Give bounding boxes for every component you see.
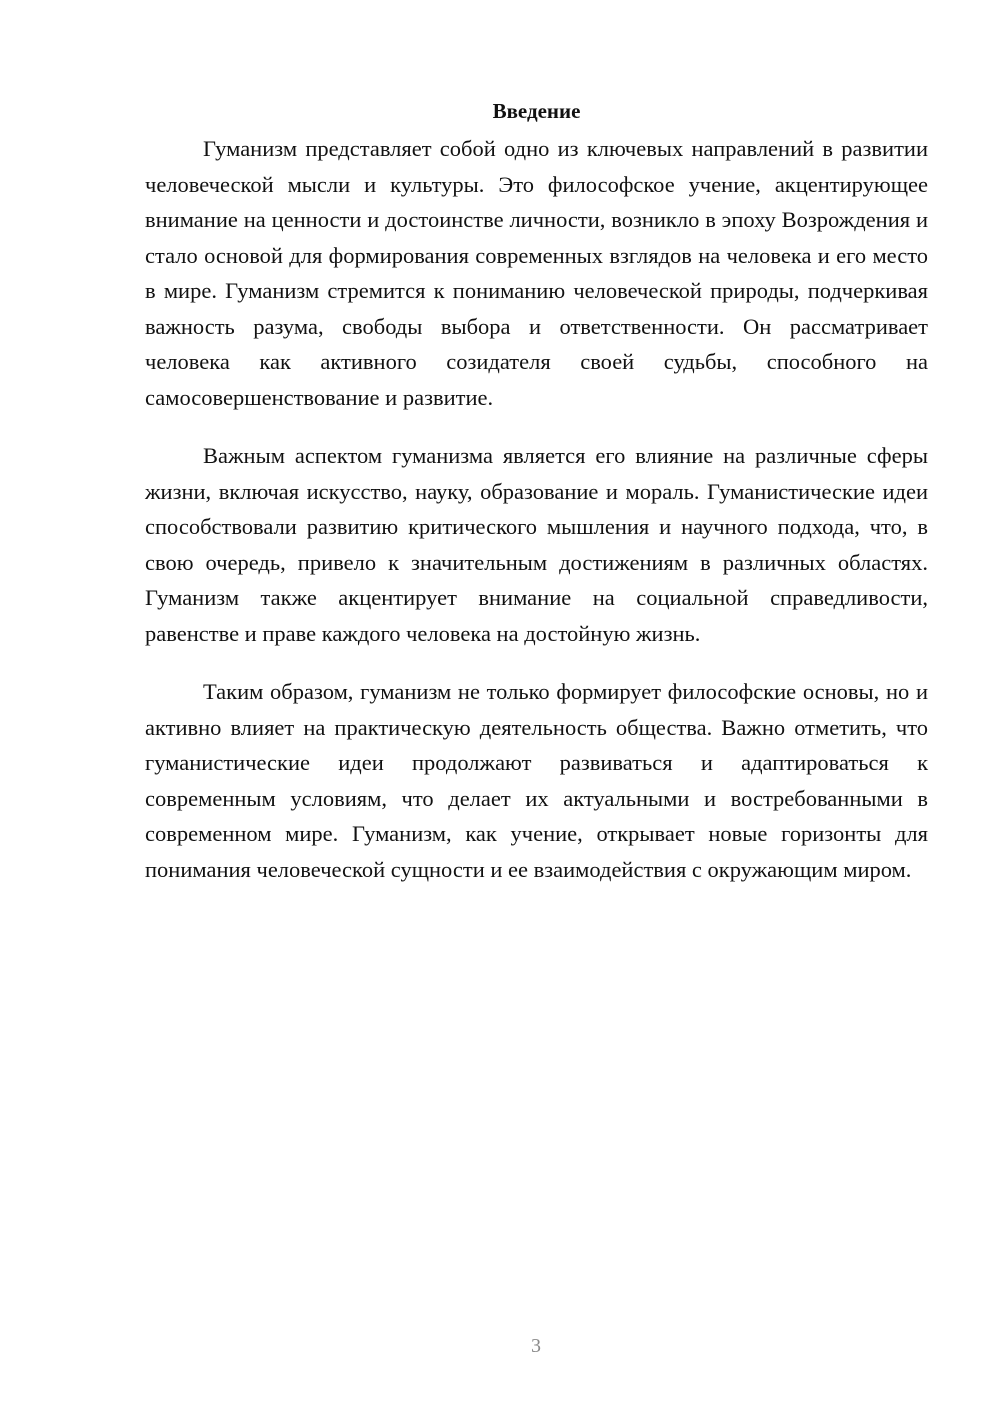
- paragraph-1: Гуманизм представляет собой одно из ключевых направлений в развитии человеческой мысли и культуры. Это философское учение, акцентирующее внимание на ценности и достоинстве личности, возникло в эпоху Возрождения и стало основой для формирования современных взглядов на человека и его место в мире. Гуманизм стремится к пониманию человеческой природы, подчеркивая важность разума, свободы выбора и ответственности. Он рассматривает человека как активного созидателя своей судьбы, способного на самосовершенствование и развитие.: [145, 136, 928, 410]
- page-number: 3: [531, 1335, 541, 1357]
- page-content: [145, 96, 928, 910]
- paragraph-3: Таким образом, гуманизм не только формирует философские основы, но и активно влияет на практическую деятельность общества. Важно отметить, что гуманистические идеи продолжают развиваться и адаптироваться к современным условиям, что делает их актуальными и востребованными в современном мире. Гуманизм, как учение, открывает новые горизонты для понимания человеческой сущности и ее взаимодействия с окружающим миром.: [145, 679, 928, 882]
- section-title: Введение: [492, 99, 581, 123]
- paragraph-2: Важным аспектом гуманизма является его влияние на различные сферы жизни, включая искусство, науку, образование и мораль. Гуманистические идеи способствовали развитию критического мышления и научного подхода, что, в свою очередь, привело к значительным достижениям в различных областях. Гуманизм также акцентирует внимание на социальной справедливости, равенстве и праве каждого человека на достойную жизнь.: [145, 443, 928, 646]
